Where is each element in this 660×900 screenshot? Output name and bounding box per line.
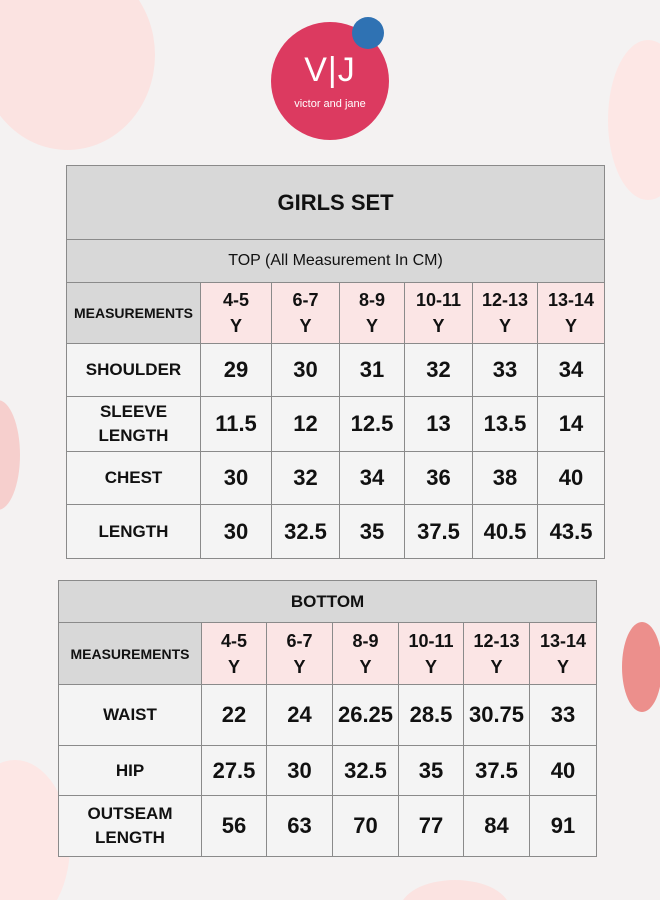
measurement-value: 33: [530, 685, 597, 746]
row-label: [59, 796, 202, 857]
measurement-value: 84: [464, 796, 530, 857]
measurement-value: 24: [267, 685, 333, 746]
measurement-value: 37.5: [464, 746, 530, 796]
row-label-line: SHOULDER: [85, 360, 182, 379]
measurement-value: 77: [399, 796, 464, 857]
measurement-value: 12: [272, 397, 340, 452]
row-label-line: OUTSEAM: [87, 804, 173, 823]
table-row: [67, 344, 605, 397]
measurement-value: 35: [340, 505, 405, 559]
measurement-value: 22: [202, 685, 267, 746]
row-label-line: HIP: [115, 760, 145, 780]
measurement-value: 31: [340, 344, 405, 397]
table-row: [67, 397, 605, 452]
measurement-value: 27.5: [202, 746, 267, 796]
row-label-line: WAIST: [103, 705, 157, 724]
age-header: [272, 283, 340, 344]
row-label: [59, 685, 202, 746]
logo-dot-icon: [352, 17, 384, 49]
measurement-value: 11.5: [201, 397, 272, 452]
measurement-value: 32: [272, 452, 340, 505]
measurement-value: 30: [201, 452, 272, 505]
age-range: 13-14: [540, 630, 587, 651]
age-range: 12-13: [481, 290, 529, 310]
measurement-value: 30.75: [464, 685, 530, 746]
age-header: [399, 623, 464, 685]
age-header: [202, 623, 267, 685]
age-unit: Y: [424, 656, 437, 677]
measurement-value: 32: [405, 344, 473, 397]
background-blob: [622, 622, 660, 712]
measurement-value: 26.25: [333, 685, 399, 746]
measurement-value: 13: [405, 397, 473, 452]
measurement-value: 35: [399, 746, 464, 796]
age-header: [201, 283, 272, 344]
age-range: 6-7: [286, 630, 313, 651]
measurement-value: 40: [530, 746, 597, 796]
age-unit: Y: [293, 656, 306, 677]
age-header: [267, 623, 333, 685]
measurement-value: 63: [267, 796, 333, 857]
top-caption: TOP (All Measurement In CM): [67, 240, 605, 283]
table-row: [59, 796, 597, 857]
measurement-value: 14: [538, 397, 605, 452]
row-label: [67, 397, 201, 452]
measurement-value: 36: [405, 452, 473, 505]
row-label: [67, 452, 201, 505]
row-label-line: LENGTH: [98, 521, 169, 541]
row-label-line: CHEST: [104, 468, 163, 487]
age-range: 4-5: [220, 630, 247, 651]
measurement-value: 12.5: [340, 397, 405, 452]
age-range: 10-11: [415, 290, 462, 310]
measurement-value: 13.5: [473, 397, 538, 452]
background-blob: [0, 400, 20, 510]
row-label-line: SLEEVE: [99, 402, 168, 421]
table-row: [67, 452, 605, 505]
age-unit: Y: [557, 656, 570, 677]
age-unit: Y: [229, 316, 242, 336]
age-range: 13-14: [548, 290, 595, 310]
age-header: [340, 283, 405, 344]
measurement-value: 40.5: [473, 505, 538, 559]
bottom-caption: BOTTOM: [59, 581, 597, 623]
row-label-line: LENGTH: [95, 828, 165, 847]
brand-name: victor and jane: [294, 98, 366, 110]
age-header: [538, 283, 605, 344]
age-range: 8-9: [352, 630, 379, 651]
top-size-table: [66, 165, 605, 559]
age-unit: Y: [498, 316, 511, 336]
measurement-value: 32.5: [333, 746, 399, 796]
measurement-value: 29: [201, 344, 272, 397]
measurement-value: 40: [538, 452, 605, 505]
age-unit: Y: [490, 656, 503, 677]
measurement-value: 30: [201, 505, 272, 559]
measurement-value: 38: [473, 452, 538, 505]
measurement-value: 43.5: [538, 505, 605, 559]
measurement-value: 34: [538, 344, 605, 397]
row-label: [59, 746, 202, 796]
age-header: [405, 283, 473, 344]
age-range: 4-5: [222, 290, 249, 310]
measurement-value: 30: [267, 746, 333, 796]
measurement-value: 32.5: [272, 505, 340, 559]
table-row: [59, 746, 597, 796]
age-header: [473, 283, 538, 344]
background-blob: [608, 40, 660, 200]
table-row: [59, 685, 597, 746]
brand-mark: V|J: [304, 51, 356, 89]
bottom-header-label: MEASUREMENTS: [59, 623, 202, 685]
age-unit: Y: [365, 316, 378, 336]
age-header: [333, 623, 399, 685]
measurement-value: 28.5: [399, 685, 464, 746]
row-label: [67, 344, 201, 397]
age-range: 8-9: [358, 290, 385, 310]
bottom-size-table: [58, 580, 597, 857]
top-header-label: MEASUREMENTS: [67, 283, 201, 344]
measurement-value: 37.5: [405, 505, 473, 559]
page-title: GIRLS SET: [67, 166, 605, 240]
age-unit: Y: [227, 656, 240, 677]
measurement-value: 33: [473, 344, 538, 397]
measurement-value: 70: [333, 796, 399, 857]
age-header: [464, 623, 530, 685]
background-blob: [0, 0, 155, 150]
age-range: 10-11: [408, 630, 454, 651]
age-unit: Y: [299, 316, 312, 336]
row-label-line: LENGTH: [98, 426, 169, 445]
table-row: [67, 505, 605, 559]
age-range: 12-13: [473, 630, 520, 651]
row-label: [67, 505, 201, 559]
background-blob: [400, 880, 510, 900]
measurement-value: 91: [530, 796, 597, 857]
age-unit: Y: [432, 316, 445, 336]
age-unit: Y: [359, 656, 372, 677]
age-range: 6-7: [292, 290, 319, 310]
measurement-value: 34: [340, 452, 405, 505]
measurement-value: 30: [272, 344, 340, 397]
age-header: [530, 623, 597, 685]
measurement-value: 56: [202, 796, 267, 857]
age-unit: Y: [565, 316, 578, 336]
